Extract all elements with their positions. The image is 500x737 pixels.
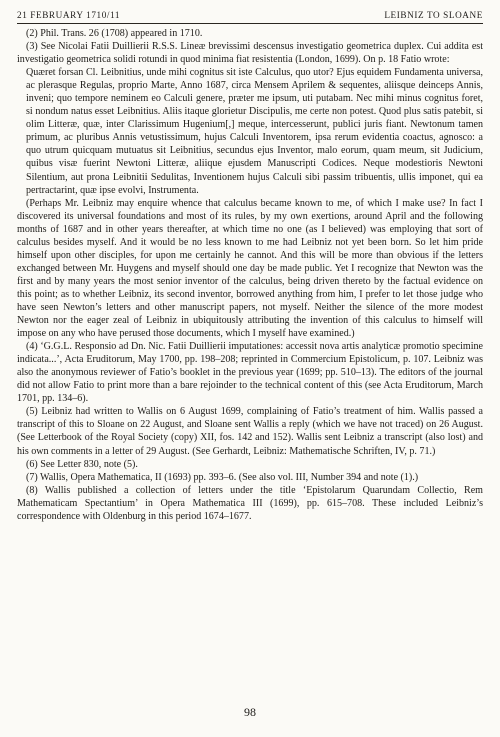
note-4: (4) ‘G.G.L. Responsio ad Dn. Nic. Fatii Duillierii imputationes: accessit nova artis analyticæ promotio specimine indicata...’, Acta Eruditorum, May 1700, pp. 198–208; reprinted in Commercium Epistolicum, p. 107. Leibniz was also the anonymous reviewer of Fatio’s booklet in the previous year (1699; pp. 510–13). The editors of the journal did not allow Fatio to print more than a bare rejoinder to the technical content of this (see Acta Eruditorum, March 1701, pp. 134–6). [17, 341, 483, 405]
quote-translation: (Perhaps Mr. Leibniz may enquire whence that calculus became known to me, of which I make use? In fact I discovered its universal foundations and most of its rules, by my own exertions, around April and the following months of 1687 and in other years thereafter, at which time no one (as I believed) was employing that sort of calculus besides myself. And it would be no less known to me had Leibniz not yet been born. So let him pride himself upon other disciples, for upon me certainly he cannot. And this will be more than obvious if the letters exchanged between Mr. Huygens and myself should one day be made public. Yet I recognize that Newton was the first and by many years the most senior inventor of the calculus, being driven thereto by the factual evidence on this point; as to whether Leibniz, its second inventor, borrowed anything from him, I prefer to let those judge who have seen Newton’s letters and other manuscript papers, not myself. Neither the silence of the more modest Newton nor the eager zeal of Leibniz in ubiquitously attributing the invention of this calculus to himself will impose on any who have perused those documents, which I myself have examined.) [17, 197, 483, 340]
note-2: (2) Phil. Trans. 26 (1708) appeared in 1710. [26, 28, 203, 39]
header-rule [17, 23, 483, 24]
running-header [17, 6, 483, 20]
header-title: LEIBNIZ TO SLOANE [384, 10, 483, 20]
page-number: 98 [244, 705, 256, 719]
note-6: (6) See Letter 830, note (5). [26, 458, 138, 470]
header-date: 21 FEBRUARY 1710/11 [17, 10, 121, 20]
note-5: (5) Leibniz had written to Wallis on 6 August 1699, complaining of Fatio’s treatment of him. Wallis passed a transcript of this to Sloane on 22 August, and Sloane sent Wallis a reply (which we have not traced) on 26 August. (See Letterbook of the Royal Society (copy) XII, fos. 142 and 152). Wallis sent Leibniz a transcript (also lost) and his own comments in a letter of 29 August. (See Gerhardt, Leibniz: Mathematische Schriften, IV, p. 71.) [17, 406, 483, 457]
note-8: (8) Wallis published a collection of letters under the title ‘Epistolarum Quarundam Collectio, Rem Mathematicam Spectantium’ in Opera Mathematica III (1699), pp. 615–708. These included Leibniz’s correspondence with Oldenburg in this period 1674–1677. [17, 484, 483, 522]
latin-quotation [17, 66, 483, 196]
footnotes [17, 27, 483, 523]
note-7: (7) Wallis, Opera Mathematica, II (1693) pp. 393–6. (See also vol. III, Number 394 and note (1).) [26, 471, 419, 483]
note-3: (3) See Nicolai Fatii Duillierii R.S.S. Lineæ brevissimi descensus investigatio geometrica duplex. Cui addita est investigatio geometrica solidi rotundi in quod minima fiat resistentia (London, 1699). On p. 18 Fatio wrote: [17, 41, 483, 66]
latin-quote-text: Quæret forsan Cl. Leibnitius, unde mihi cognitus sit iste Calculus, quo utor? Ejus equidem Fundamenta universa, ac plerasque Regulas, proprio Marte, Anno 1687, circa Mensem Aprilem & sequentes, aliisque deinceps Annis, inveni; quo tempore neminem eo Calculi genere, præter me ipsum, uti putabam. Nec mihi minus cognitus foret, si nondum natus esset Leibnitius. Aliis itaque glorietur Discipulis, me certe non potest. Quod plus satis patebit, si olim Litteræ, quæ, inter Clarissimum Hugenium[,] meque, intercesserunt, publici juris fiant. Newtonum tamen primum, ac pluribus Annis vetustissimum, hujus Calculi Inventorem, ipsa rerum evidentia coactus, agnosco: a quo utrum quicquam mutuatus sit Leibnitius, secundus ejus Inventor, malo eorum, quam meum, sit Judicium, quibus visæ fuerint Newtoni Litteræ, aliique ejusdem Manuscripti Codices. Neque modestioris Newtoni Silentium, aut prona Leibnitii Sedulitas, Inventionem hujus Calculi sibi passim tribuentis, ullis imponet, qui ea pertractarint, quæ ipse evolvi, Instrumenta. [26, 67, 483, 196]
